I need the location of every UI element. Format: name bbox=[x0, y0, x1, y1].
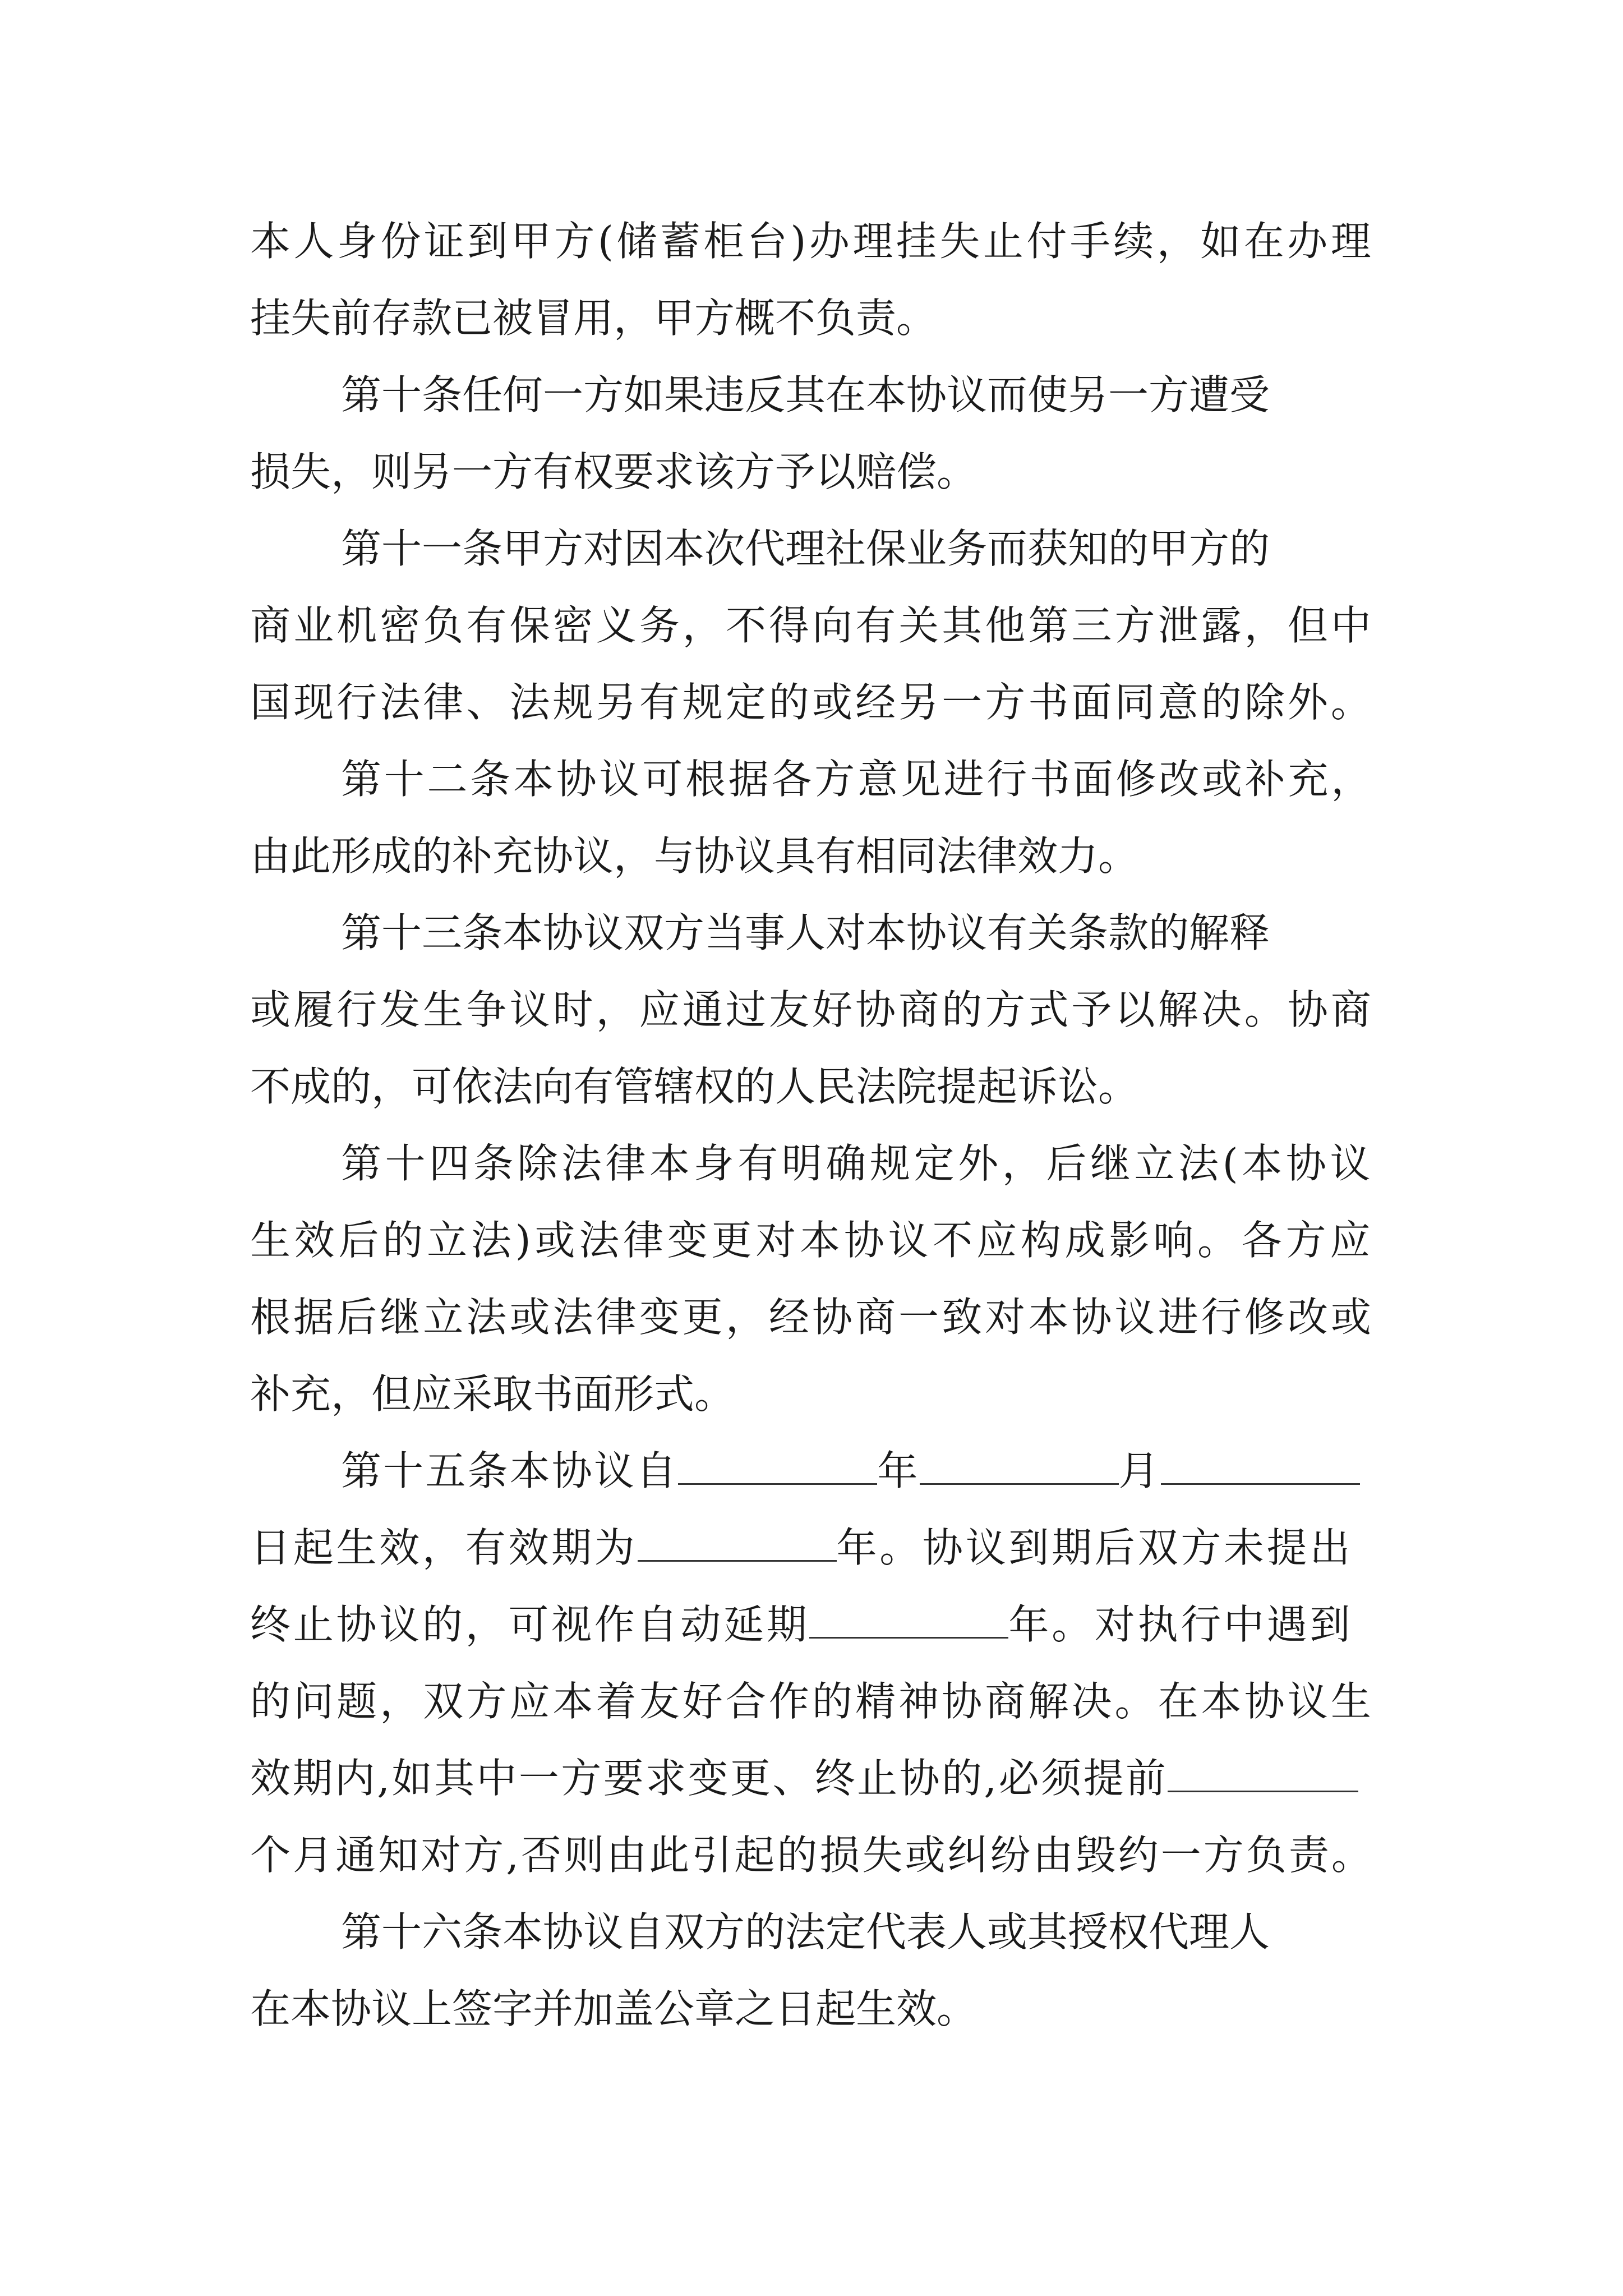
day-blank bbox=[1161, 1447, 1360, 1485]
clause-15-line bbox=[341, 1446, 1360, 1496]
clause-16-line: 第十六条本协议自双方的法定代表人或其授权代理人 bbox=[341, 1908, 1270, 1955]
clause-11-line: 商业机密负有保密义务，不得向有关其他第三方泄露，但中 bbox=[250, 602, 1375, 649]
text-line: 本人身份证到甲方(储蓄柜台)办理挂失止付手续，如在办理 bbox=[250, 218, 1375, 265]
clause-15-line bbox=[250, 1599, 1353, 1650]
clause-12-line: 第十二条本协议可根据各方意见进行书面修改或补充， bbox=[341, 756, 1375, 803]
clause-10-line: 损失，则另一方有权要求该方予以赔偿。 bbox=[250, 448, 978, 495]
clause-13-line: 或履行发生争议时，应通过友好协商的方式予以解决。协商 bbox=[250, 986, 1375, 1033]
clause-15-text: 日起生效，有效期为 bbox=[250, 1524, 638, 1571]
notice-months-blank bbox=[1168, 1755, 1358, 1792]
clause-15-line: 个月通知对方,否则由此引起的损失或纠纷由毁约一方负责。 bbox=[250, 1832, 1374, 1879]
clause-15-line: 的问题，双方应本着友好合作的精神协商解决。在本协议生 bbox=[250, 1678, 1375, 1725]
clause-15-text: 第十五条本协议自 bbox=[341, 1447, 679, 1494]
extension-years-blank bbox=[809, 1601, 1008, 1639]
clause-13-line: 不成的，可依法向有管辖权的人民法院提起诉讼。 bbox=[250, 1063, 1139, 1110]
clause-14-line: 生效后的立法)或法律变更对本协议不应构成影响。各方应 bbox=[250, 1217, 1375, 1264]
text-line: 挂失前存款已被冒用，甲方概不负责。 bbox=[250, 295, 937, 342]
clause-15-text: 月 bbox=[1118, 1447, 1161, 1494]
clause-15-text: 效期内,如其中一方要求变更、终止协的,必须提前 bbox=[250, 1755, 1168, 1802]
clause-10-line: 第十条任何一方如果违反其在本协议而使另一方遭受 bbox=[341, 371, 1270, 418]
validity-years-blank bbox=[638, 1524, 837, 1562]
clause-14-line: 补充，但应采取书面形式。 bbox=[250, 1370, 735, 1418]
year-blank bbox=[678, 1447, 877, 1485]
clause-11-line: 国现行法律、法规另有规定的或经另一方书面同意的除外。 bbox=[250, 679, 1375, 726]
clause-11-line: 第十一条甲方对因本次代理社保业务而获知的甲方的 bbox=[341, 525, 1270, 572]
clause-14-line: 第十四条除法律本身有明确规定外，后继立法(本协议 bbox=[341, 1140, 1375, 1187]
clause-15-line bbox=[250, 1522, 1353, 1573]
clause-15-text: 年 bbox=[877, 1447, 920, 1494]
clause-15-line bbox=[250, 1753, 1358, 1803]
clause-16-line: 在本协议上签字并加盖公章之日起生效。 bbox=[250, 1985, 978, 2032]
clause-15-text: 终止协议的，可视作自动延期 bbox=[250, 1601, 810, 1648]
month-blank bbox=[920, 1447, 1119, 1485]
clause-13-line: 第十三条本协议双方当事人对本协议有关条款的解释 bbox=[341, 909, 1270, 956]
clause-14-line: 根据后继立法或法律变更，经协商一致对本协议进行修改或 bbox=[250, 1294, 1375, 1341]
clause-15-text: 年。对执行中遇到 bbox=[1008, 1601, 1353, 1648]
clause-12-line: 由此形成的补充协议，与协议具有相同法律效力。 bbox=[250, 832, 1139, 880]
clause-15-text: 年。协议到期后双方未提出 bbox=[836, 1524, 1353, 1571]
